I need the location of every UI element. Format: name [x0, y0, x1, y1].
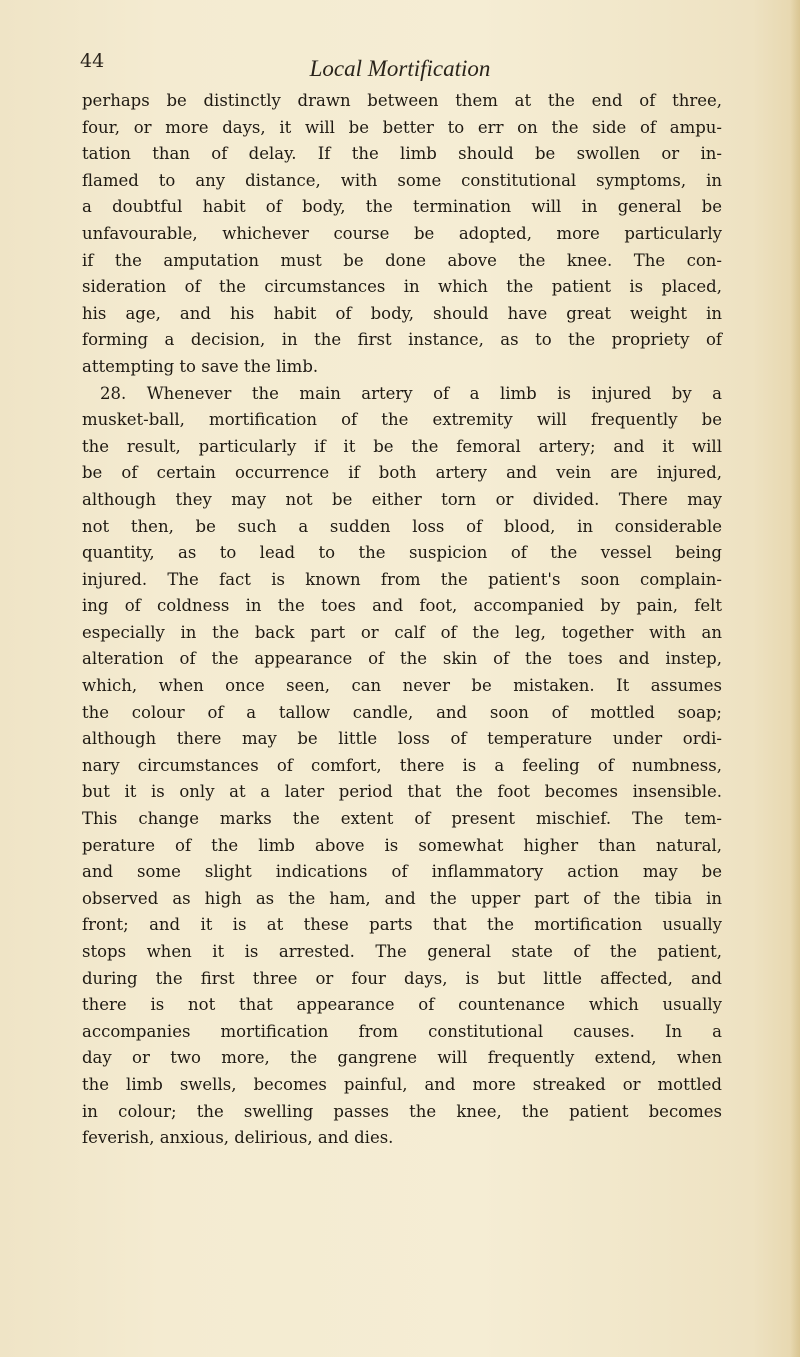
text-line: the result, particularly if it be the femoral artery; and it will	[82, 436, 722, 456]
text-line: alteration of the appearance of the skin of the toes and instep,	[82, 649, 722, 669]
text-line: in colour; the swelling passes the knee, the patient becomes	[82, 1101, 722, 1121]
text-line: observed as high as the ham, and the upper part of the tibia in	[82, 888, 722, 908]
text-line: perhaps be distinctly drawn between them at the end of three,	[82, 91, 722, 110]
paragraph-end-line: feverish, anxious, delirious, and dies.	[82, 1128, 394, 1148]
text-line: be of certain occurrence if both artery and vein are injured,	[82, 463, 722, 483]
body-text	[82, 88, 722, 1152]
text-line: unfavourable, whichever course be adopted, more particularly	[82, 223, 722, 243]
text-line: there is not that appearance of countenance which usually	[82, 995, 722, 1015]
text-line: the colour of a tallow candle, and soon of mottled soap;	[82, 702, 722, 722]
text-line: day or two more, the gangrene will frequently extend, when	[82, 1048, 722, 1068]
text-line: injured. The fact is known from the patient's soon complain-	[82, 569, 722, 589]
text-line: front; and it is at these parts that the mortification usually	[82, 915, 722, 935]
page-number: 44	[80, 50, 105, 72]
text-line: although there may be little loss of temperature under ordi-	[82, 729, 722, 749]
text-line: This change marks the extent of present mischief. The tem-	[82, 809, 722, 829]
text-line: if the amputation must be done above the knee. The con-	[82, 250, 722, 270]
text-line: quantity, as to lead to the suspicion of the vessel being	[82, 543, 722, 563]
text-line: accompanies mortification from constitutional causes. In a	[82, 1021, 722, 1041]
text-line: during the first three or four days, is but little affected, and	[82, 968, 722, 988]
section-28-start-line: 28. Whenever the main artery of a limb is injured by a	[100, 383, 722, 403]
text-line: stops when it is arrested. The general state of the patient,	[82, 942, 722, 961]
text-line: a doubtful habit of body, the termination will in general be	[82, 197, 722, 217]
text-line: but it is only at a later period that the foot becomes insensible.	[82, 782, 722, 802]
text-line: ing of coldness in the toes and foot, accompanied by pain, felt	[82, 596, 722, 616]
text-line: forming a decision, in the first instance, as to the propriety of	[82, 330, 722, 350]
text-line: his age, and his habit of body, should have great weight in	[82, 303, 722, 323]
text-line: which, when once seen, can never be mistaken. It assumes	[82, 676, 722, 696]
text-line: the limb swells, becomes painful, and more streaked or mottled	[82, 1074, 722, 1094]
text-line: especially in the back part or calf of the leg, together with an	[82, 622, 722, 642]
page-edge-shading	[790, 0, 800, 1357]
text-line: perature of the limb above is somewhat higher than natural,	[82, 835, 722, 855]
text-line: flamed to any distance, with some constitutional symptoms, in	[82, 170, 722, 190]
running-head: Local Mortification	[309, 56, 491, 81]
text-line: not then, be such a sudden loss of blood, in considerable	[82, 516, 722, 536]
text-line: nary circumstances of comfort, there is a feeling of numbness,	[82, 755, 722, 775]
text-line: four, or more days, it will be better to err on the side of ampu-	[82, 117, 722, 137]
paragraph-end-line: attempting to save the limb.	[82, 356, 319, 376]
text-line: although they may not be either torn or divided. There may	[82, 489, 722, 509]
text-line: tation than of delay. If the limb should be swollen or in-	[82, 144, 722, 164]
text-line: and some slight indications of inflammatory action may be	[82, 862, 722, 882]
text-line: sideration of the circumstances in which the patient is placed,	[82, 277, 722, 297]
text-line: musket-ball, mortification of the extremity will frequently be	[82, 410, 722, 430]
